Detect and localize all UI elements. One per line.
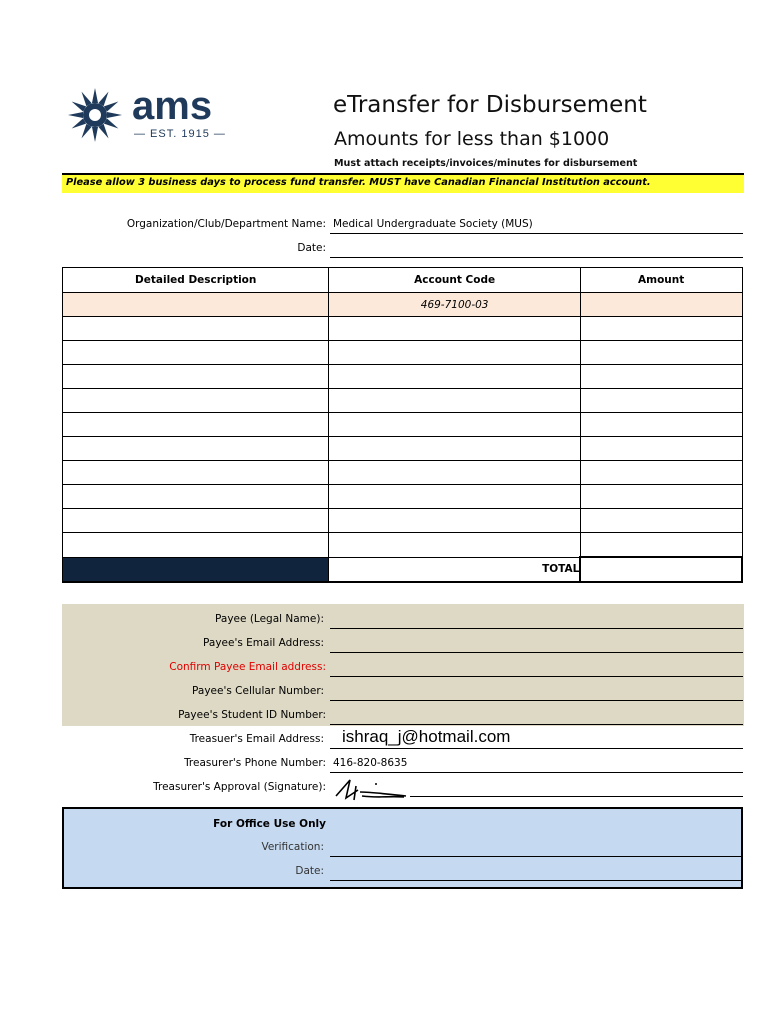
description-cell[interactable] xyxy=(63,509,329,533)
amount-cell[interactable] xyxy=(580,293,742,317)
org-value: Medical Undergraduate Society (MUS) xyxy=(333,218,533,230)
amount-cell[interactable] xyxy=(580,509,742,533)
amount-cell[interactable] xyxy=(580,365,742,389)
verification-label: Verification: xyxy=(261,841,324,853)
payee-name-label: Payee (Legal Name): xyxy=(215,613,324,625)
org-label: Organization/Club/Department Name: xyxy=(126,218,326,230)
description-cell[interactable] xyxy=(63,533,329,558)
amount-cell[interactable] xyxy=(580,485,742,509)
notice-banner xyxy=(62,173,744,193)
treasurer-email-field[interactable] xyxy=(330,748,743,749)
signature-image xyxy=(332,776,412,802)
account-code-cell[interactable] xyxy=(329,485,580,509)
treasurer-email-label: Treasuer's Email Address: xyxy=(189,733,324,745)
table-row xyxy=(63,293,743,317)
account-code-cell[interactable] xyxy=(329,365,580,389)
office-use-section xyxy=(62,807,743,889)
description-cell[interactable] xyxy=(63,461,329,485)
description-cell[interactable] xyxy=(63,293,329,317)
disbursement-table xyxy=(62,267,743,583)
treasurer-phone-field[interactable] xyxy=(330,772,743,773)
description-cell[interactable] xyxy=(63,389,329,413)
treasurer-phone-value: 416-820-8635 xyxy=(333,757,408,769)
table-row xyxy=(63,509,743,533)
office-date-label: Date: xyxy=(295,865,324,877)
description-cell[interactable] xyxy=(63,413,329,437)
amount-cell[interactable] xyxy=(580,533,742,558)
account-code-cell[interactable] xyxy=(329,413,580,437)
date-label: Date: xyxy=(297,242,326,254)
col-header-description: Detailed Description xyxy=(63,268,329,293)
approval-field[interactable] xyxy=(410,796,743,797)
total-label: TOTAL xyxy=(329,557,580,582)
account-code-cell[interactable] xyxy=(329,461,580,485)
amount-cell[interactable] xyxy=(580,437,742,461)
table-row xyxy=(63,413,743,437)
logo-est: — EST. 1915 — xyxy=(134,128,226,140)
payee-section xyxy=(62,604,744,726)
office-heading: For Office Use Only xyxy=(213,818,326,830)
total-amount[interactable] xyxy=(580,557,742,582)
table-row xyxy=(63,365,743,389)
description-cell[interactable] xyxy=(63,341,329,365)
table-row xyxy=(63,485,743,509)
description-cell[interactable] xyxy=(63,365,329,389)
attach-note: Must attach receipts/invoices/minutes for disbursement xyxy=(334,158,638,169)
amount-cell[interactable] xyxy=(580,461,742,485)
amount-cell[interactable] xyxy=(580,413,742,437)
payee-cell-field[interactable] xyxy=(330,700,743,701)
verification-field[interactable] xyxy=(330,856,741,857)
description-cell[interactable] xyxy=(63,485,329,509)
approval-label: Treasurer's Approval (Signature): xyxy=(153,781,326,793)
account-code-cell[interactable] xyxy=(329,341,580,365)
treasurer-phone-label: Treasurer's Phone Number: xyxy=(184,757,326,769)
payee-email-field[interactable] xyxy=(330,652,743,653)
description-cell[interactable] xyxy=(63,317,329,341)
office-date-field[interactable] xyxy=(330,880,741,881)
amount-cell[interactable] xyxy=(580,389,742,413)
description-cell[interactable] xyxy=(63,437,329,461)
table-header xyxy=(63,268,743,293)
account-code-cell[interactable] xyxy=(329,317,580,341)
total-row xyxy=(63,557,743,582)
student-id-field[interactable] xyxy=(330,724,743,725)
notice-text: Please allow 3 business days to process fund transfer. MUST have Canadian Financial Institution account. xyxy=(66,177,651,188)
treasurer-email-value: ishraq_j@hotmail.com xyxy=(342,727,511,746)
logo-wordmark: ams xyxy=(132,84,213,128)
ams-logo xyxy=(66,86,226,146)
confirm-email-field[interactable] xyxy=(330,676,743,677)
amount-cell[interactable] xyxy=(580,341,742,365)
account-code-cell[interactable]: 469-7100-03 xyxy=(329,293,580,317)
page-subtitle: Amounts for less than $1000 xyxy=(334,128,610,150)
table-row xyxy=(63,533,743,558)
col-header-account-code: Account Code xyxy=(329,268,580,293)
confirm-email-label: Confirm Payee Email address: xyxy=(169,661,326,673)
page-title: eTransfer for Disbursement xyxy=(333,92,647,118)
student-id-label: Payee's Student ID Number: xyxy=(178,709,326,721)
total-dark-cell xyxy=(63,557,329,582)
account-code-cell[interactable] xyxy=(329,437,580,461)
payee-email-label: Payee's Email Address: xyxy=(203,637,324,649)
table-row xyxy=(63,461,743,485)
table-row xyxy=(63,317,743,341)
col-header-amount: Amount xyxy=(580,268,742,293)
org-field[interactable] xyxy=(330,233,743,234)
payee-cell-label: Payee's Cellular Number: xyxy=(192,685,324,697)
table-row xyxy=(63,437,743,461)
account-code-cell[interactable] xyxy=(329,389,580,413)
sun-icon xyxy=(66,86,124,144)
payee-name-field[interactable] xyxy=(330,628,743,629)
amount-cell[interactable] xyxy=(580,317,742,341)
account-code-cell[interactable] xyxy=(329,533,580,558)
table-row xyxy=(63,341,743,365)
date-field[interactable] xyxy=(330,257,743,258)
account-code-cell[interactable] xyxy=(329,509,580,533)
table-row xyxy=(63,389,743,413)
